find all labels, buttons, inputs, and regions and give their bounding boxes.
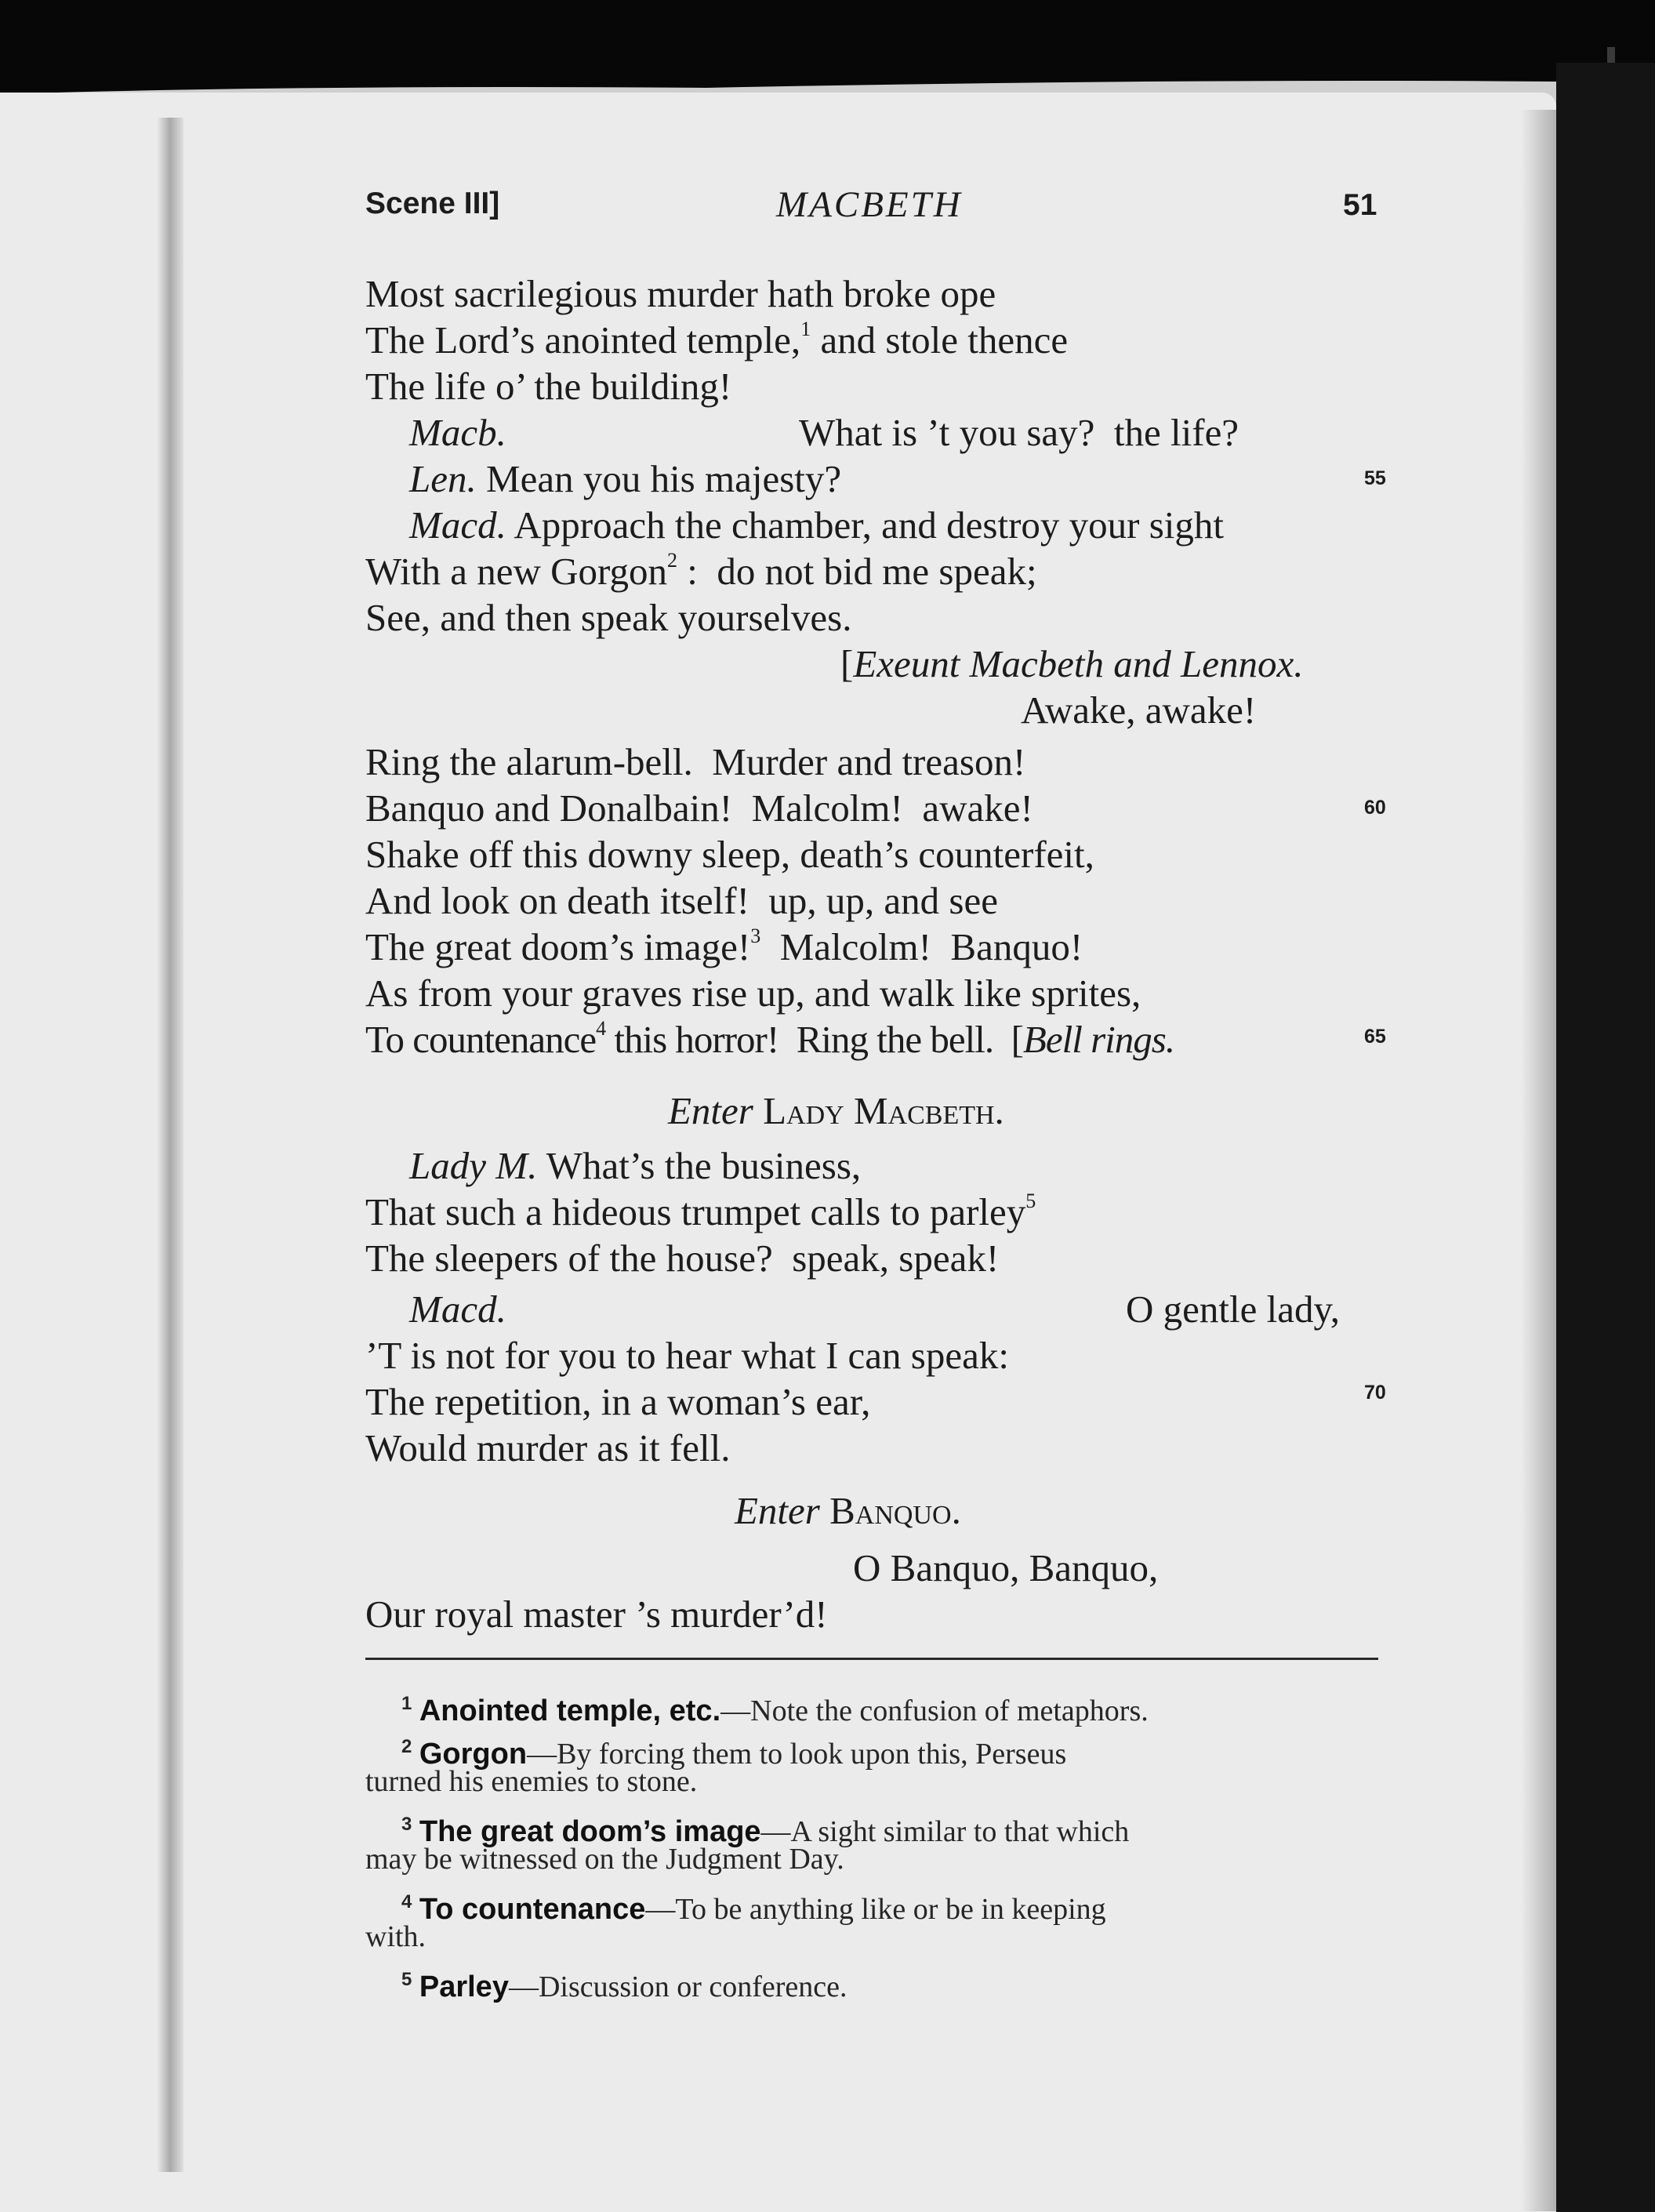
stage-direction: Enter Banquo. xyxy=(735,1489,961,1532)
footnote-ref: 2 xyxy=(666,549,677,572)
verse-line: Most sacrilegious murder hath broke ope xyxy=(365,272,996,315)
line-number: 60 xyxy=(1364,797,1386,819)
page-gutter-shadow xyxy=(157,118,183,2172)
speaker-name: Macd. xyxy=(409,503,506,547)
stage-direction: Bell rings. xyxy=(1022,1018,1175,1061)
verse-line: Len. Mean you his majesty? xyxy=(409,457,842,500)
verse-line: ’T is not for you to hear what I can speak: xyxy=(365,1334,1009,1377)
stage-direction: [Exeunt Macbeth and Lennox. xyxy=(840,642,1304,685)
footnote-ref: 4 xyxy=(596,1017,606,1040)
speaker-name: Len. xyxy=(409,457,477,500)
footnote-continuation: with. xyxy=(365,1920,426,1953)
page-number: 51 xyxy=(1343,188,1377,222)
line-number: 65 xyxy=(1364,1026,1386,1048)
verse-line: Lady M. What’s the business, xyxy=(409,1144,862,1187)
verse-line: Banquo and Donalbain! Malcolm! awake! xyxy=(365,786,1033,830)
verse-line: Awake, awake! xyxy=(1021,688,1257,732)
verse-line: Would murder as it fell. xyxy=(365,1426,731,1469)
footnote: $^1$ Anointed temple, etc.—Note the confusion of metaphors. xyxy=(401,1693,1149,1727)
footnote-ref: 3 xyxy=(750,924,761,947)
verse-line: Ring the alarum-bell. Murder and treason! xyxy=(365,740,1026,783)
verse-line: What is ’t you say? the life? xyxy=(799,411,1239,454)
line-number: 55 xyxy=(1364,467,1386,489)
verse-line: See, and then speak yourselves. xyxy=(365,596,852,639)
verse-line: As from your graves rise up, and walk like sprites, xyxy=(365,972,1141,1015)
footnote-divider xyxy=(365,1658,1378,1660)
verse-line: The repetition, in a woman’s ear, xyxy=(365,1380,871,1423)
speaker-name: Macb. xyxy=(409,411,506,454)
footnote-ref: 1 xyxy=(800,318,811,340)
verse-line: That such a hideous trumpet calls to parley$^5$ xyxy=(365,1190,1036,1233)
speaker-name: Lady M. xyxy=(409,1144,538,1187)
verse-line: The life o’ the building! xyxy=(365,365,732,408)
footnote-term: To countenance xyxy=(419,1893,646,1926)
running-head-title: MACBETH xyxy=(776,184,963,225)
verse-line: Macd. Approach the chamber, and destroy your sight xyxy=(409,503,1225,547)
footnote-term: Anointed temple, etc. xyxy=(419,1694,721,1727)
verse-line: The great doom’s image!$^3$ Malcolm! Banquo! xyxy=(365,924,1083,968)
stage-direction: Enter Lady Macbeth. xyxy=(668,1089,1004,1132)
page-edge-shadow xyxy=(1521,110,1556,2211)
footnote-continuation: turned his enemies to stone. xyxy=(365,1765,698,1798)
footnote: $^3$ The great doom’s image—A sight similar to that which xyxy=(401,1814,1130,1848)
verse-line: Shake off this downy sleep, death’s counterfeit, xyxy=(365,833,1094,876)
speaker-name: Macd. xyxy=(409,1288,506,1331)
verse-line: O Banquo, Banquo, xyxy=(853,1546,1159,1589)
book-binding xyxy=(1556,63,1655,2212)
footnote-term: Gorgon xyxy=(419,1738,528,1771)
verse-line: And look on death itself! up, up, and see xyxy=(365,879,998,922)
verse-line: With a new Gorgon$^2$ : do not bid me speak; xyxy=(365,549,1037,593)
footnote-ref: 5 xyxy=(1025,1190,1036,1212)
verse-line: O gentle lady, xyxy=(1126,1288,1341,1331)
footnote-continuation: may be witnessed on the Judgment Day. xyxy=(365,1843,844,1876)
footnote-term: The great doom’s image xyxy=(419,1815,761,1848)
line-number: 70 xyxy=(1364,1382,1386,1404)
verse-line: To countenance$^4$ this horror! Ring the bell. [Bell rings. xyxy=(365,1017,1175,1061)
footnote: $^4$ To countenance—To be anything like or be in keeping xyxy=(401,1891,1106,1926)
footnote-term: Parley xyxy=(419,1970,509,2003)
verse-line: The sleepers of the house? speak, speak! xyxy=(365,1237,1000,1280)
running-head-scene: Scene III] xyxy=(365,187,500,220)
verse-line: Our royal master ’s murder’d! xyxy=(365,1593,828,1636)
footnote: $^5$ Parley—Discussion or conference. xyxy=(401,1969,847,2003)
verse-line: The Lord’s anointed temple,$^1$ and stole thence xyxy=(365,318,1069,361)
footnote: $^2$ Gorgon—By forcing them to look upon this, Perseus xyxy=(401,1736,1067,1771)
